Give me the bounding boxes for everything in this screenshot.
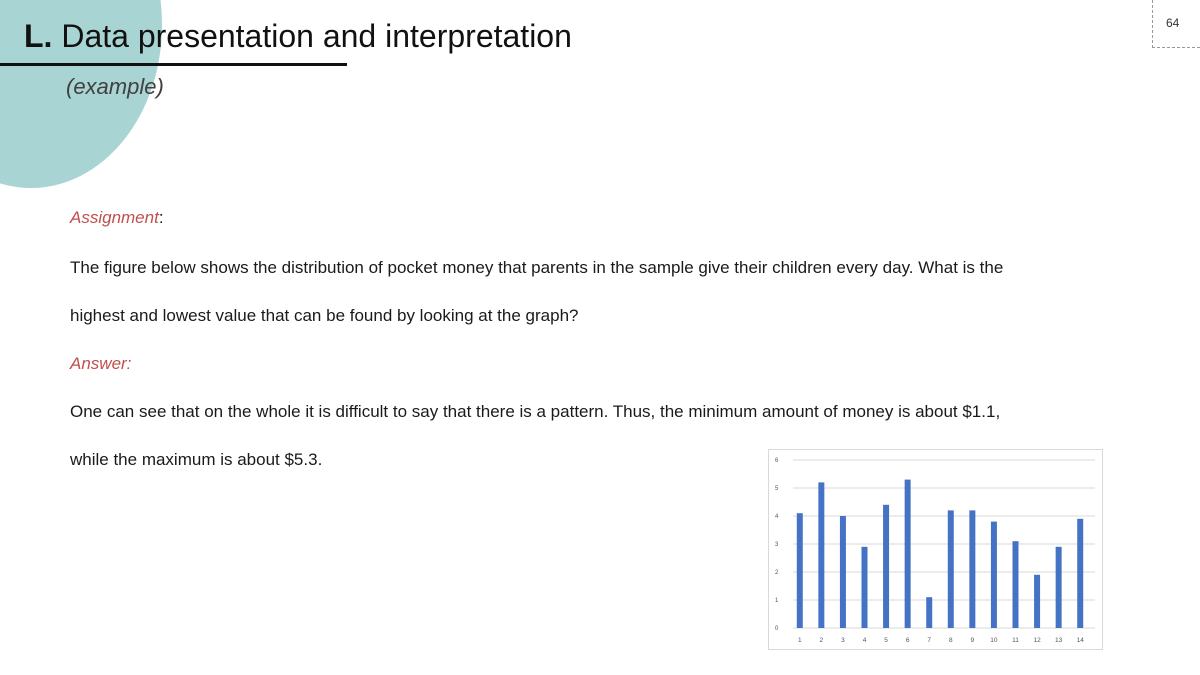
bar bbox=[818, 482, 824, 628]
bar bbox=[883, 505, 889, 628]
x-tick-label: 6 bbox=[905, 637, 910, 644]
x-tick-label: 7 bbox=[927, 637, 932, 644]
x-tick-label: 14 bbox=[1076, 637, 1084, 644]
x-tick-label: 13 bbox=[1055, 637, 1063, 644]
bar bbox=[797, 513, 803, 628]
question-line-2: highest and lowest value that can be found by looking at the graph? bbox=[70, 306, 579, 325]
page-number: 64 bbox=[1166, 16, 1180, 30]
y-tick-label: 6 bbox=[775, 458, 779, 464]
x-tick-label: 10 bbox=[990, 637, 998, 644]
title-lead: L. bbox=[24, 18, 53, 54]
x-tick-label: 12 bbox=[1033, 637, 1041, 644]
x-tick-label: 2 bbox=[819, 637, 824, 644]
x-tick-label: 3 bbox=[841, 637, 845, 644]
bar bbox=[969, 510, 975, 628]
bar bbox=[1077, 519, 1083, 628]
assignment-colon: : bbox=[158, 208, 164, 227]
bar bbox=[926, 597, 932, 628]
slide-title bbox=[24, 18, 572, 55]
slide-subtitle: (example) bbox=[66, 74, 164, 99]
bar bbox=[1056, 547, 1062, 628]
question-line-1: The figure below shows the distribution of pocket money that parents in the sample give their children every day. What is the bbox=[70, 258, 1004, 277]
title-underline bbox=[0, 63, 347, 66]
y-tick-label: 5 bbox=[775, 486, 779, 492]
y-tick-label: 1 bbox=[775, 598, 779, 604]
bar bbox=[948, 510, 954, 628]
x-tick-label: 1 bbox=[797, 637, 802, 644]
x-tick-label: 4 bbox=[862, 637, 867, 644]
bar bbox=[840, 516, 846, 628]
answer-label: Answer: bbox=[70, 354, 132, 373]
y-tick-label: 0 bbox=[775, 626, 779, 632]
bar bbox=[1034, 575, 1040, 628]
x-tick-label: 8 bbox=[948, 637, 953, 644]
answer-line-1: One can see that on the whole it is difficult to say that there is a pattern. Thus, the minimum amount of money is about $1.1, bbox=[70, 402, 1001, 421]
x-tick-label: 5 bbox=[884, 637, 888, 644]
bar-chart bbox=[768, 449, 1103, 650]
y-tick-label: 3 bbox=[775, 542, 779, 548]
x-tick-label: 11 bbox=[1012, 637, 1019, 644]
bar bbox=[991, 522, 997, 628]
answer-line-2: while the maximum is about $5.3. bbox=[70, 450, 323, 469]
assignment-label: Assignment bbox=[70, 208, 159, 227]
title-text: Data presentation and interpretation bbox=[52, 18, 572, 54]
bar bbox=[862, 547, 868, 628]
y-tick-label: 2 bbox=[775, 570, 779, 576]
bar bbox=[905, 480, 911, 628]
bar-chart-svg bbox=[769, 450, 1104, 651]
y-tick-label: 4 bbox=[775, 514, 779, 520]
x-tick-label: 9 bbox=[970, 637, 975, 644]
bar bbox=[1013, 541, 1019, 628]
assignment-heading bbox=[70, 208, 164, 228]
